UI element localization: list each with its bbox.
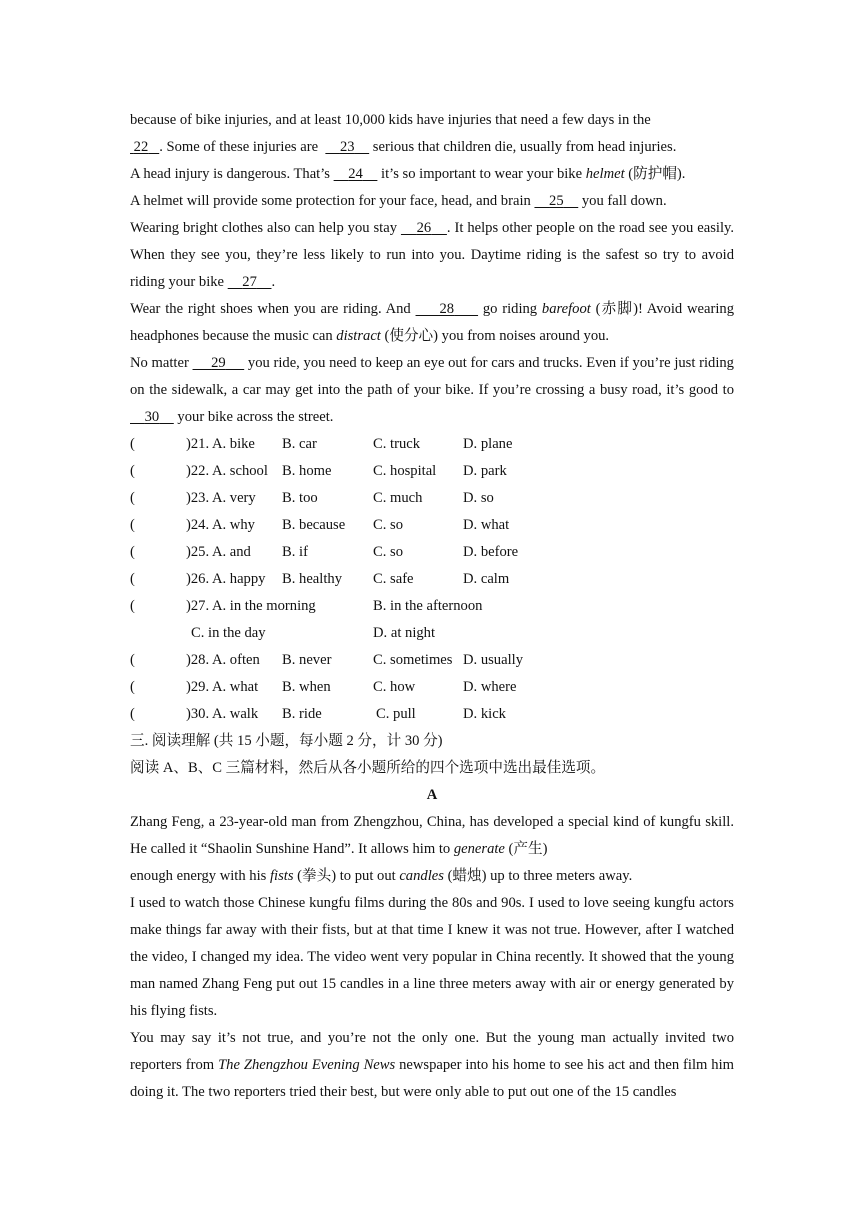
reading-paragraph: I used to watch those Chinese kungfu films during the 80s and 90s. I used to love seeing kungfu actors make things far away with their fists, but at that time I knew it was not true. However, after I watched the video, I changed my idea. The video went very popular in China recently. It showed that the young man named Zhang Feng put out 15 candles in a line three meters away with air or energy generated by his flying fists. bbox=[130, 895, 734, 1019]
question-row: ( )24. A. why B. because C. so D. what bbox=[130, 517, 510, 533]
blank-30: 30 bbox=[144, 409, 160, 425]
section-instruction: 阅读 A、B、C 三篇材料，然后从各小题所给的四个选项中选出最佳选项。 bbox=[130, 760, 606, 776]
passage-paragraph: Wear the right shoes when you are riding. And 28 go riding barefoot (赤脚)! Avoid wearing headphones because the music can distract (使分心) you from noises around you. bbox=[130, 301, 735, 344]
question-row: ( )27. A. in the morning B. in the afternoon bbox=[130, 598, 483, 614]
reading-paragraph: You may say it’s not true, and you’re not the only one. But the young man actually invited two reporters from The Zhengzhou Evening News newspaper into his home to see his act and then film him doing it. The two reporters tried their best, but were only able to put out one of the 15 candles bbox=[130, 1030, 734, 1100]
blank-24: 24 bbox=[348, 166, 363, 182]
question-row-continued: C. in the day D. at night bbox=[191, 625, 436, 641]
question-row: ( )29. A. what B. when C. how D. where bbox=[130, 679, 517, 695]
question-list bbox=[130, 431, 734, 728]
passage-paragraph: Wearing bright clothes also can help you stay 26 . It helps other people on the road see you easily. When they see you, they’re less likely to run into you. Daytime riding is the safest so try to avoid riding your bike 27 . bbox=[130, 220, 734, 290]
blank-25: 25 bbox=[549, 193, 564, 209]
blank-22: 22 bbox=[133, 139, 149, 155]
passage-paragraph: No matter 29 you ride, you need to keep an eye out for cars and trucks. Even if you’re just riding on the sidewalk, a car may get into the path of your bike. If you’re crossing a busy road, it’s good to 30 your bike across the street. bbox=[130, 355, 734, 425]
blank-27: 27 bbox=[242, 274, 257, 290]
document-page bbox=[130, 107, 734, 1106]
passage-line: A helmet will provide some protection for your face, head, and brain 25 you fall down. bbox=[130, 193, 667, 209]
blank-23: 23 bbox=[339, 139, 355, 155]
question-row: ( )21. A. bike B. car C. truck D. plane bbox=[130, 436, 513, 452]
question-row: ( )23. A. very B. too C. much D. so bbox=[130, 490, 494, 506]
question-row: ( )28. A. often B. never C. sometimes D. usually bbox=[130, 652, 523, 668]
question-row: ( )22. A. school B. home C. hospital D. park bbox=[130, 463, 507, 479]
reading-paragraph: enough energy with his fists (拳头) to put out candles (蜡烛) up to three meters away. bbox=[130, 868, 633, 884]
passage-heading: A bbox=[426, 787, 438, 803]
blank-26: 26 bbox=[416, 220, 432, 236]
passage-line: A head injury is dangerous. That’s 24 it’s so important to wear your bike helmet (防护帽). bbox=[130, 166, 686, 182]
blank-29: 29 bbox=[211, 355, 226, 371]
passage-line: because of bike injuries, and at least 10,000 kids have injuries that need a few days in the 22 . Some of these injuries are 23 serious that children die, usually from head injuries. bbox=[130, 112, 677, 155]
question-row: ( )25. A. and B. if C. so D. before bbox=[130, 544, 519, 560]
blank-28: 28 bbox=[439, 301, 455, 317]
reading-paragraph: Zhang Feng, a 23-year-old man from Zhengzhou, China, has developed a special kind of kungfu skill. He called it “Shaolin Sunshine Hand”. It allows him to generate (产生) bbox=[130, 814, 734, 857]
question-row: ( )26. A. happy B. healthy C. safe D. calm bbox=[130, 571, 510, 587]
section-title: 三. 阅读理解 (共 15 小题，每小题 2 分，计 30 分) bbox=[130, 733, 443, 749]
question-row: ( )30. A. walk B. ride C. pull D. kick bbox=[130, 706, 506, 722]
